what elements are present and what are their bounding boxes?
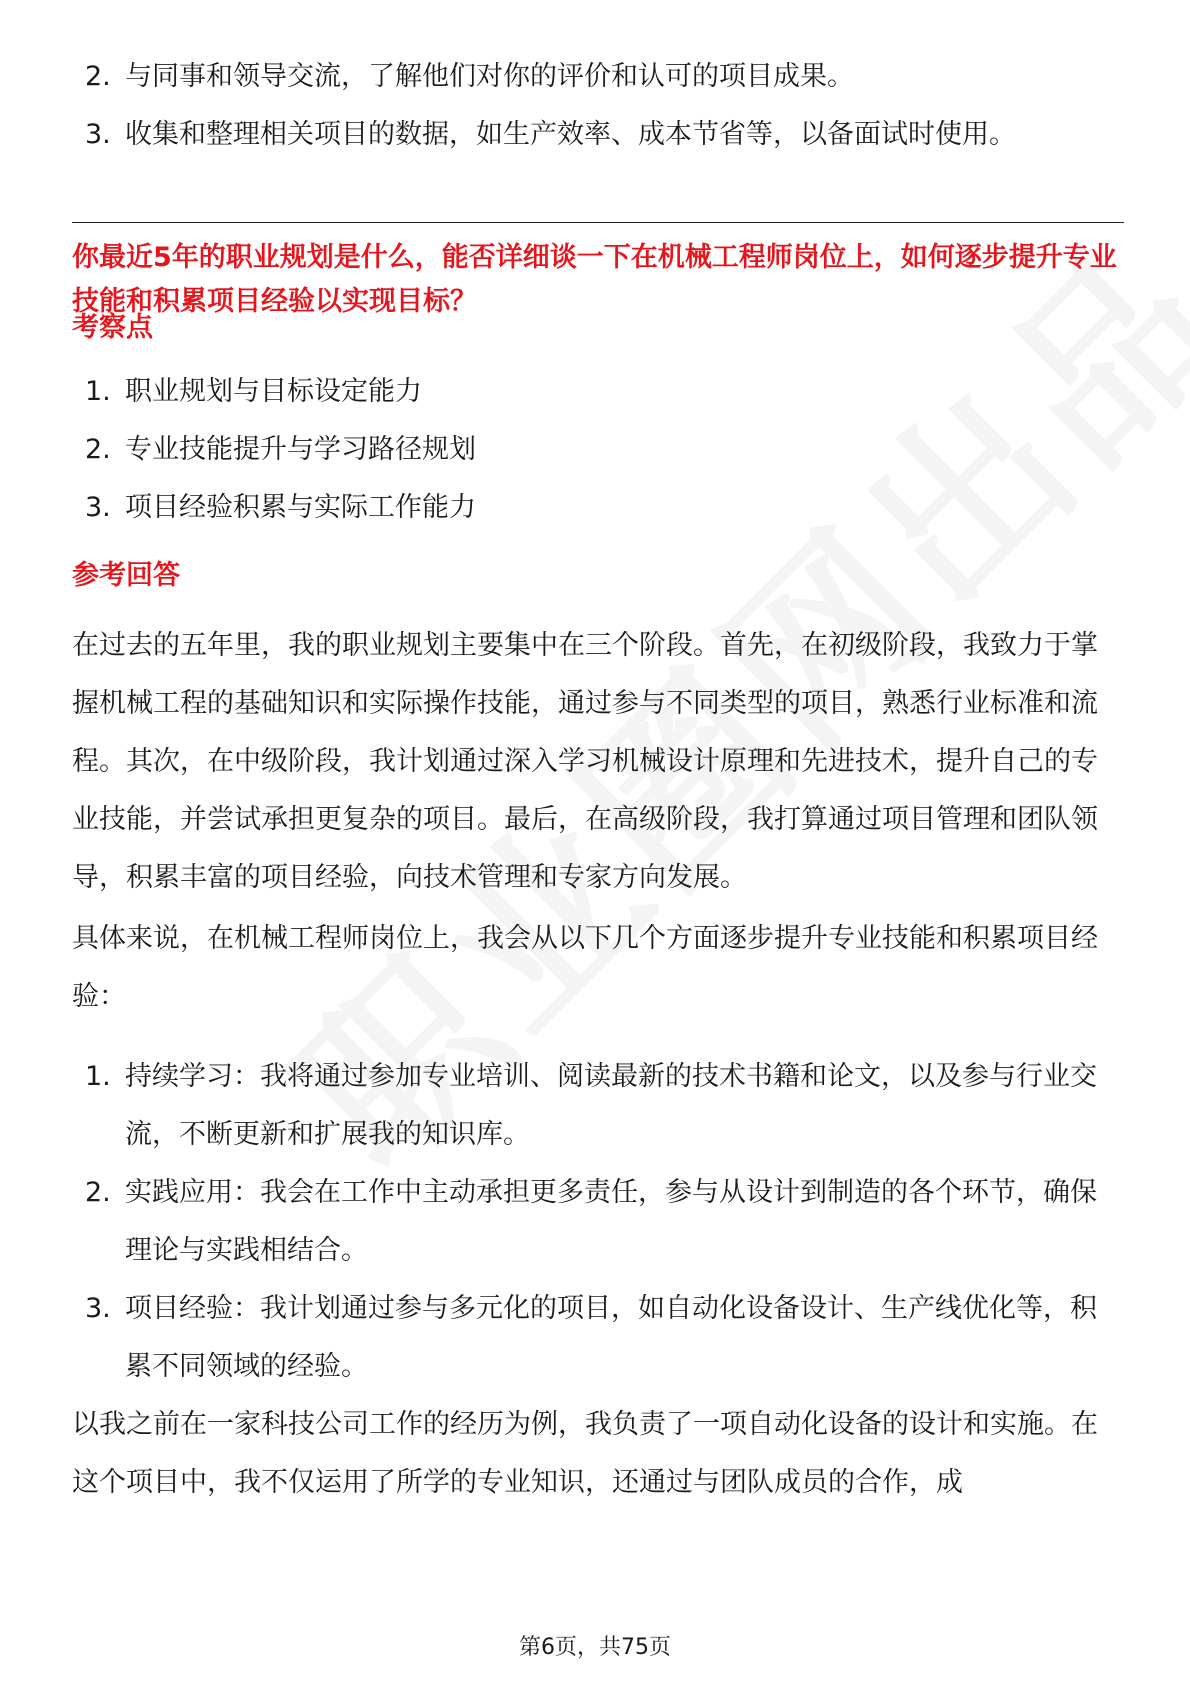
list-item: 2. 与同事和领导交流，了解他们对你的评价和认可的项目成果。 xyxy=(85,61,854,92)
list-item: 1. 职业规划与目标设定能力 xyxy=(85,376,422,407)
focus-heading: 考察点 xyxy=(72,312,153,343)
answer-paragraph-1: 在过去的五年里，我的职业规划主要集中在三个阶段。首先，在初级阶段，我致力于掌握机械工程的基础知识和实际操作技能，通过参与不同类型的项目，熟悉行业标准和流程。其次，在中级阶段，我计划通过深入学习机械设计原理和先进技术，提升自己的专业技能，并尝试承担更复杂的项目。最后，在高级阶段，我打算通过项目管理和团队领导，积累丰富的项目经验，向技术管理和专家方向发展。 xyxy=(72,630,1098,893)
section-divider xyxy=(72,222,1124,223)
list-item: 1. 持续学习：我将通过参加专业培训、阅读最新的技术书籍和论文，以及参与行业交流，不断更新和扩展我的知识库。 xyxy=(85,1061,1097,1150)
list-item: 3. 收集和整理相关项目的数据，如生产效率、成本节省等，以备面试时使用。 xyxy=(85,119,1016,150)
list-item: 3. 项目经验积累与实际工作能力 xyxy=(85,492,476,523)
list-item: 3. 项目经验：我计划通过参与多元化的项目，如自动化设备设计、生产线优化等，积累不同领域的经验。 xyxy=(85,1293,1097,1382)
answer-paragraph-2: 具体来说，在机械工程师岗位上，我会从以下几个方面逐步提升专业技能和积累项目经验： xyxy=(72,923,1098,1012)
page-footer: 第6页，共75页 xyxy=(519,1635,671,1660)
answer-heading: 参考回答 xyxy=(72,560,180,591)
answer-list xyxy=(0,1048,1115,1396)
top-list xyxy=(0,48,1115,164)
focus-list xyxy=(0,363,1115,537)
answer-paragraph-3: 以我之前在一家科技公司工作的经历为例，我负责了一项自动化设备的设计和实施。在这个项目中，我不仅运用了所学的专业知识，还通过与团队成员的合作，成 xyxy=(72,1409,1098,1498)
list-item: 2. 实践应用：我会在工作中主动承担更多责任，参与从设计到制造的各个环节，确保理论与实践相结合。 xyxy=(85,1177,1097,1266)
list-item: 2. 专业技能提升与学习路径规划 xyxy=(85,434,476,465)
question-heading: 你最近5年的职业规划是什么，能否详细谈一下在机械工程师岗位上，如何逐步提升专业技能和积累项目经验以实现目标？ xyxy=(72,242,1117,317)
